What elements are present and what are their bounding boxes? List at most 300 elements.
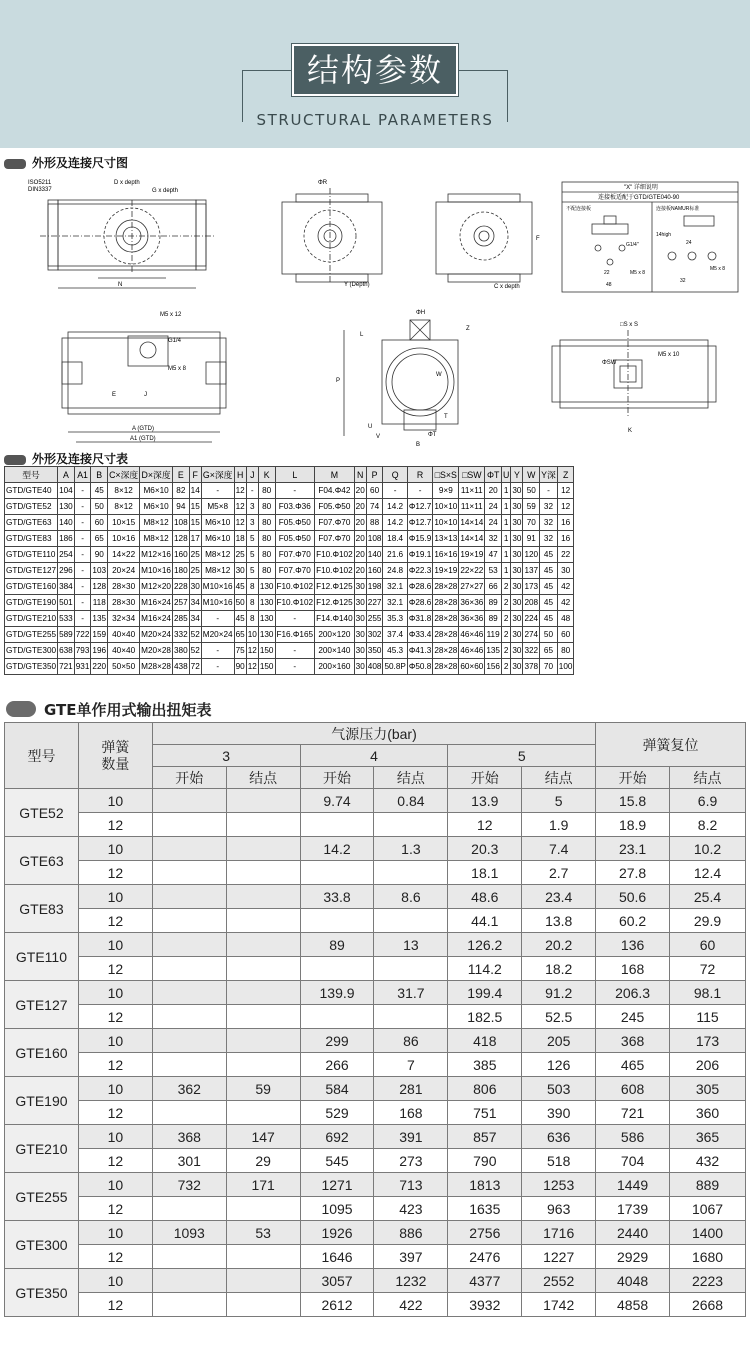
dims-cell: 140 (58, 515, 75, 531)
dims-cell: 220 (91, 659, 108, 675)
dims-cell: Φ50.8 (407, 659, 432, 675)
torque-value-cell: 86 (374, 1029, 448, 1053)
torque-row (5, 1221, 746, 1245)
torque-value-cell: 18.1 (448, 861, 522, 885)
dims-cell: 45 (540, 547, 558, 563)
dims-cell: 32 (540, 515, 558, 531)
dims-cell: - (407, 483, 432, 499)
torque-value-cell (226, 1005, 300, 1029)
dims-cell: 14.2 (383, 499, 407, 515)
detail-dim-g: G1/4" (626, 242, 639, 248)
dims-cell: 228 (173, 579, 190, 595)
torque-value-cell: 25.4 (670, 885, 746, 909)
torque-value-cell: 704 (596, 1149, 670, 1173)
dims-cell: 274 (523, 627, 540, 643)
dims-cell: 52 (189, 627, 201, 643)
dims-cell: 30 (511, 595, 523, 611)
torque-spring-cell: 12 (78, 909, 152, 933)
torque-row (5, 885, 746, 909)
dims-cell: 91 (523, 531, 540, 547)
dims-cell: 28×30 (108, 579, 140, 595)
dim-label-b: B (416, 442, 421, 448)
dims-cell: 82 (173, 483, 190, 499)
torque-row (5, 1173, 746, 1197)
dims-cell: - (74, 595, 91, 611)
dims-cell: 14×14 (459, 531, 485, 547)
dims-cell: 108 (173, 515, 190, 531)
torque-value-cell: 1449 (596, 1173, 670, 1197)
detail-dim-24: 24 (686, 240, 692, 246)
dim-label-h: ΦH (416, 310, 426, 316)
dims-col-header: A (58, 467, 75, 483)
torque-value-cell: 6.9 (670, 789, 746, 813)
dims-cell: 36×36 (459, 595, 485, 611)
dims-row (5, 627, 574, 643)
torque-value-cell: 1.9 (522, 813, 596, 837)
dims-cell: 46×46 (459, 627, 485, 643)
dims-cell: F07.Φ70 (275, 547, 315, 563)
dims-cell: 173 (523, 579, 540, 595)
dims-cell: M5×8 (201, 499, 234, 515)
page-title: 结构参数 (292, 44, 458, 96)
torque-value-cell: 608 (596, 1077, 670, 1101)
detail-dim-48: 48 (606, 282, 612, 288)
torque-value-cell: 199.4 (448, 981, 522, 1005)
torque-value-cell: 732 (152, 1173, 226, 1197)
torque-value-cell: 18.2 (522, 957, 596, 981)
torque-value-cell (226, 981, 300, 1005)
dims-cell: 42 (557, 595, 574, 611)
detail-dim-32: 32 (680, 278, 686, 284)
detail-right-label: 连接板NAMUR标准 (656, 206, 700, 212)
dims-cell: 28×30 (108, 595, 140, 611)
dim-label-a: A (GTD) (132, 426, 154, 432)
dim-label-l: L (360, 332, 364, 338)
torque-spring-cell: 12 (78, 861, 152, 885)
dims-cell: 721 (58, 659, 75, 675)
dims-cell: - (74, 611, 91, 627)
dims-cell: 60 (91, 515, 108, 531)
dims-cell: 42 (557, 579, 574, 595)
dims-cell: M16×24 (140, 595, 173, 611)
actuator-top-view (40, 180, 214, 288)
torque-header-row-1 (5, 723, 746, 745)
torque-model-cell: GTE210 (5, 1125, 79, 1173)
dims-cell: 30 (354, 643, 366, 659)
torque-value-cell: 4858 (596, 1293, 670, 1317)
dims-cell: 14×14 (459, 515, 485, 531)
dims-model-cell: GTD/GTE83 (5, 531, 58, 547)
dims-col-header: L (275, 467, 315, 483)
dims-col-header: P (366, 467, 383, 483)
dims-cell: 196 (91, 643, 108, 659)
dims-cell: 88 (366, 515, 383, 531)
dims-cell: 24 (485, 515, 502, 531)
torque-model-cell: GTE127 (5, 981, 79, 1029)
dims-cell: 45 (91, 483, 108, 499)
dims-cell: 254 (58, 547, 75, 563)
dims-cell: 60 (557, 627, 574, 643)
torque-value-cell: 385 (448, 1053, 522, 1077)
header-pressure-3: 3 (152, 745, 300, 767)
torque-model-cell: GTE63 (5, 837, 79, 885)
torque-row (5, 1077, 746, 1101)
torque-value-cell: 518 (522, 1149, 596, 1173)
torque-value-cell: 2612 (300, 1293, 374, 1317)
section-bullet-icon (4, 455, 26, 465)
dims-cell: M16×24 (140, 611, 173, 627)
dims-cell: 104 (58, 483, 75, 499)
dims-cell: 45 (540, 595, 558, 611)
dims-cell: 2 (501, 579, 510, 595)
torque-row (5, 837, 746, 861)
dims-cell: F10.Φ102 (315, 563, 355, 579)
torque-row (5, 789, 746, 813)
torque-body (5, 789, 746, 1317)
dims-cell: 80 (258, 563, 275, 579)
dims-cell: 130 (58, 499, 75, 515)
dim-label-m5-8: M5 x 8 (168, 366, 187, 372)
torque-spring-cell: 10 (78, 933, 152, 957)
dims-cell: 45.3 (383, 643, 407, 659)
dims-cell: 45 (540, 611, 558, 627)
torque-value-cell: 126 (522, 1053, 596, 1077)
dim-label-sw: ΦSW (602, 360, 617, 366)
dims-cell: F10.Φ102 (275, 579, 315, 595)
dims-cell: 60 (366, 483, 383, 499)
torque-value-cell (226, 957, 300, 981)
torque-value-cell (152, 933, 226, 957)
torque-value-cell (374, 1005, 448, 1029)
dims-cell: 10×16 (108, 531, 140, 547)
torque-value-cell: 886 (374, 1221, 448, 1245)
dims-cell: M6×10 (140, 499, 173, 515)
dims-cell: F10.Φ102 (275, 595, 315, 611)
dims-cell: 108 (366, 531, 383, 547)
torque-value-cell (226, 1197, 300, 1221)
torque-value-cell: 60 (670, 933, 746, 957)
dims-model-cell: GTD/GTE190 (5, 595, 58, 611)
dims-cell: 200×140 (315, 643, 355, 659)
dims-cell: 135 (91, 611, 108, 627)
technical-drawing (0, 170, 750, 450)
dims-cell: Φ28.6 (407, 579, 432, 595)
torque-value-cell: 1739 (596, 1197, 670, 1221)
torque-value-cell: 20.2 (522, 933, 596, 957)
dims-cell: 130 (258, 627, 275, 643)
dims-cell: 15 (189, 499, 201, 515)
dim-label-c: C x depth (494, 284, 520, 290)
torque-value-cell (152, 1101, 226, 1125)
dims-cell: - (540, 483, 558, 499)
torque-row (5, 957, 746, 981)
section-bullet-icon (6, 701, 36, 717)
dims-cell: 3 (246, 515, 258, 531)
dims-cell: 80 (258, 483, 275, 499)
dims-cell: 46×46 (459, 643, 485, 659)
torque-value-cell: 15.8 (596, 789, 670, 813)
dims-cell: 224 (523, 611, 540, 627)
dims-col-header: E (173, 467, 190, 483)
torque-value-cell: 136 (596, 933, 670, 957)
section-bullet-icon (4, 159, 26, 169)
dims-cell: 208 (523, 595, 540, 611)
torque-value-cell (152, 1293, 226, 1317)
torque-value-cell: 281 (374, 1077, 448, 1101)
dims-cell: 66 (485, 579, 502, 595)
torque-value-cell (152, 981, 226, 1005)
dims-cell: 70 (523, 515, 540, 531)
dims-header-row (5, 467, 574, 483)
dims-cell: F07.Φ70 (315, 515, 355, 531)
torque-value-cell: 23.4 (522, 885, 596, 909)
dims-cell: 9×9 (433, 483, 459, 499)
dims-cell: 103 (91, 563, 108, 579)
din-label: DIN3337 (28, 187, 52, 193)
dims-cell: 200×120 (315, 627, 355, 643)
dims-cell: 11×11 (459, 483, 485, 499)
torque-model-cell: GTE350 (5, 1269, 79, 1317)
dims-cell: 2 (501, 627, 510, 643)
dim-label-m5-12: M5 x 12 (160, 312, 182, 318)
dims-cell: 28×28 (433, 643, 459, 659)
dims-cell: 32.1 (383, 595, 407, 611)
dims-cell: 1 (501, 563, 510, 579)
torque-value-cell: 423 (374, 1197, 448, 1221)
torque-model-cell: GTE190 (5, 1077, 79, 1125)
dims-model-cell: GTD/GTE110 (5, 547, 58, 563)
torque-model-cell: GTE160 (5, 1029, 79, 1077)
torque-value-cell: 206 (670, 1053, 746, 1077)
dims-cell: 227 (366, 595, 383, 611)
torque-value-cell: 48.6 (448, 885, 522, 909)
dims-cell: Φ41.3 (407, 643, 432, 659)
dims-cell: - (383, 483, 407, 499)
dims-cell: F10.Φ102 (315, 547, 355, 563)
torque-value-cell (226, 1269, 300, 1293)
detail-dim-m5b: M5 x 8 (710, 266, 726, 272)
dims-cell: 1 (501, 499, 510, 515)
dims-col-header: J (246, 467, 258, 483)
dims-col-header: ΦT (485, 467, 502, 483)
torque-value-cell: 2440 (596, 1221, 670, 1245)
dims-cell: 128 (173, 531, 190, 547)
torque-row (5, 933, 746, 957)
dims-cell: 14.2 (383, 515, 407, 531)
torque-row (5, 981, 746, 1005)
header-start: 开始 (300, 767, 374, 789)
dims-cell: 408 (366, 659, 383, 675)
torque-value-cell: 368 (152, 1125, 226, 1149)
dims-cell: 50 (234, 595, 246, 611)
dims-cell: - (275, 659, 315, 675)
dims-cell: 2 (501, 595, 510, 611)
torque-value-cell: 1680 (670, 1245, 746, 1269)
torque-value-cell: 89 (300, 933, 374, 957)
dims-cell: 296 (58, 563, 75, 579)
dims-cell: M8×12 (201, 547, 234, 563)
dims-cell: 32 (540, 531, 558, 547)
torque-value-cell: 168 (596, 957, 670, 981)
dims-cell: 17 (189, 531, 201, 547)
dims-cell: F12.Φ125 (315, 595, 355, 611)
torque-value-cell: 529 (300, 1101, 374, 1125)
torque-value-cell: 2.7 (522, 861, 596, 885)
dims-cell: 40×40 (108, 643, 140, 659)
section-title-text: 外形及连接尺寸表 (32, 452, 129, 466)
dim-label-m5-10: M5 x 10 (658, 352, 680, 358)
dims-cell: 2 (501, 611, 510, 627)
dims-cell: 8×12 (108, 483, 140, 499)
dims-cell: 47 (485, 547, 502, 563)
torque-row (5, 861, 746, 885)
torque-value-cell (152, 1245, 226, 1269)
torque-value-cell: 115 (670, 1005, 746, 1029)
torque-value-cell: 29 (226, 1149, 300, 1173)
torque-spring-cell: 10 (78, 1077, 152, 1101)
torque-value-cell: 432 (670, 1149, 746, 1173)
actuator-end-view (436, 194, 540, 290)
torque-value-cell: 44.1 (448, 909, 522, 933)
dimensions-table (4, 466, 574, 675)
torque-title-bar (0, 693, 750, 723)
torque-value-cell: 2756 (448, 1221, 522, 1245)
dims-cell: - (74, 547, 91, 563)
dims-cell: 30 (354, 611, 366, 627)
dims-cell: 12 (246, 643, 258, 659)
torque-value-cell (300, 957, 374, 981)
torque-value-cell: 1926 (300, 1221, 374, 1245)
dims-cell: 50.8P (383, 659, 407, 675)
dims-cell: 20 (485, 483, 502, 499)
dims-cell: 32 (485, 531, 502, 547)
dims-cell: 384 (58, 579, 75, 595)
torque-value-cell: 692 (300, 1125, 374, 1149)
dims-col-header: H (234, 467, 246, 483)
dims-cell: 30 (354, 579, 366, 595)
torque-value-cell: 245 (596, 1005, 670, 1029)
dim-label-j: F (536, 236, 540, 242)
torque-model-cell: GTE300 (5, 1221, 79, 1269)
detail-box (562, 182, 738, 292)
dims-cell: 20 (354, 563, 366, 579)
dims-cell: F05.Φ50 (275, 515, 315, 531)
dims-cell: 378 (523, 659, 540, 675)
dims-cell: 45 (540, 579, 558, 595)
dims-cell: 638 (58, 643, 75, 659)
detail-title: "X" 详细说明 (624, 185, 658, 191)
torque-value-cell: 418 (448, 1029, 522, 1053)
torque-value-cell: 1093 (152, 1221, 226, 1245)
torque-value-cell (226, 1245, 300, 1269)
torque-value-cell (226, 1293, 300, 1317)
dims-cell: M6×10 (140, 483, 173, 499)
dims-cell: 10×10 (433, 515, 459, 531)
torque-spring-cell: 10 (78, 885, 152, 909)
dims-cell: 65 (91, 531, 108, 547)
dims-cell: - (74, 515, 91, 531)
torque-value-cell: 3057 (300, 1269, 374, 1293)
dims-cell: 36×36 (459, 611, 485, 627)
dims-cell: 1 (501, 531, 510, 547)
torque-row (5, 1269, 746, 1293)
dims-row (5, 595, 574, 611)
dims-cell: 10 (246, 627, 258, 643)
dims-cell: - (74, 579, 91, 595)
torque-row (5, 1125, 746, 1149)
header-rule-right (458, 70, 508, 71)
torque-value-cell: 147 (226, 1125, 300, 1149)
dims-cell: 45 (234, 579, 246, 595)
dims-cell: 5 (246, 531, 258, 547)
dims-cell: 130 (258, 595, 275, 611)
dims-cell: 1 (501, 515, 510, 531)
torque-value-cell: 27.8 (596, 861, 670, 885)
dims-cell: Φ28.6 (407, 595, 432, 611)
dims-col-header: A1 (74, 467, 91, 483)
dims-cell: 24 (485, 499, 502, 515)
dims-model-cell: GTD/GTE127 (5, 563, 58, 579)
torque-value-cell: 14.2 (300, 837, 374, 861)
torque-value-cell: 4377 (448, 1269, 522, 1293)
torque-value-cell: 91.2 (522, 981, 596, 1005)
dims-cell: - (201, 643, 234, 659)
dims-cell: 285 (173, 611, 190, 627)
dims-cell: 45 (540, 563, 558, 579)
torque-row (5, 1053, 746, 1077)
dim-label-p: P (336, 378, 341, 384)
dims-col-header: B (91, 467, 108, 483)
torque-spring-cell: 12 (78, 1293, 152, 1317)
dims-col-header: M (315, 467, 355, 483)
torque-model-cell: GTE110 (5, 933, 79, 981)
torque-value-cell (152, 957, 226, 981)
dims-cell: 8×12 (108, 499, 140, 515)
dims-cell: 30 (511, 659, 523, 675)
dims-cell: 52 (189, 643, 201, 659)
dims-col-header: Q (383, 467, 407, 483)
dims-cell: 45 (234, 611, 246, 627)
torque-spring-cell: 12 (78, 1245, 152, 1269)
dims-model-cell: GTD/GTE52 (5, 499, 58, 515)
detail-dim-m5: M5 x 8 (630, 270, 646, 276)
torque-value-cell: 963 (522, 1197, 596, 1221)
torque-value-cell: 7.4 (522, 837, 596, 861)
detail-dim-high: 14high (656, 232, 672, 238)
dims-cell: 12 (234, 515, 246, 531)
dims-cell: 30 (354, 595, 366, 611)
dims-cell: M8×12 (140, 531, 173, 547)
torque-value-cell (300, 1005, 374, 1029)
dims-model-cell: GTD/GTE63 (5, 515, 58, 531)
torque-row (5, 1101, 746, 1125)
dims-cell: 30 (511, 643, 523, 659)
dims-cell: 118 (91, 595, 108, 611)
dims-cell: 21.6 (383, 547, 407, 563)
dims-cell: M28×28 (140, 659, 173, 675)
dims-cell: - (275, 483, 315, 499)
torque-value-cell: 1400 (670, 1221, 746, 1245)
dims-cell: 28×28 (433, 659, 459, 675)
dims-cell: M6×10 (201, 531, 234, 547)
torque-spring-cell: 12 (78, 1101, 152, 1125)
dims-cell: 159 (91, 627, 108, 643)
torque-row (5, 1197, 746, 1221)
dims-cell: 30 (511, 531, 523, 547)
dims-cell: Φ12.7 (407, 499, 432, 515)
section-title-text: 外形及连接尺寸图 (32, 156, 129, 170)
header-end: 结点 (670, 767, 746, 789)
